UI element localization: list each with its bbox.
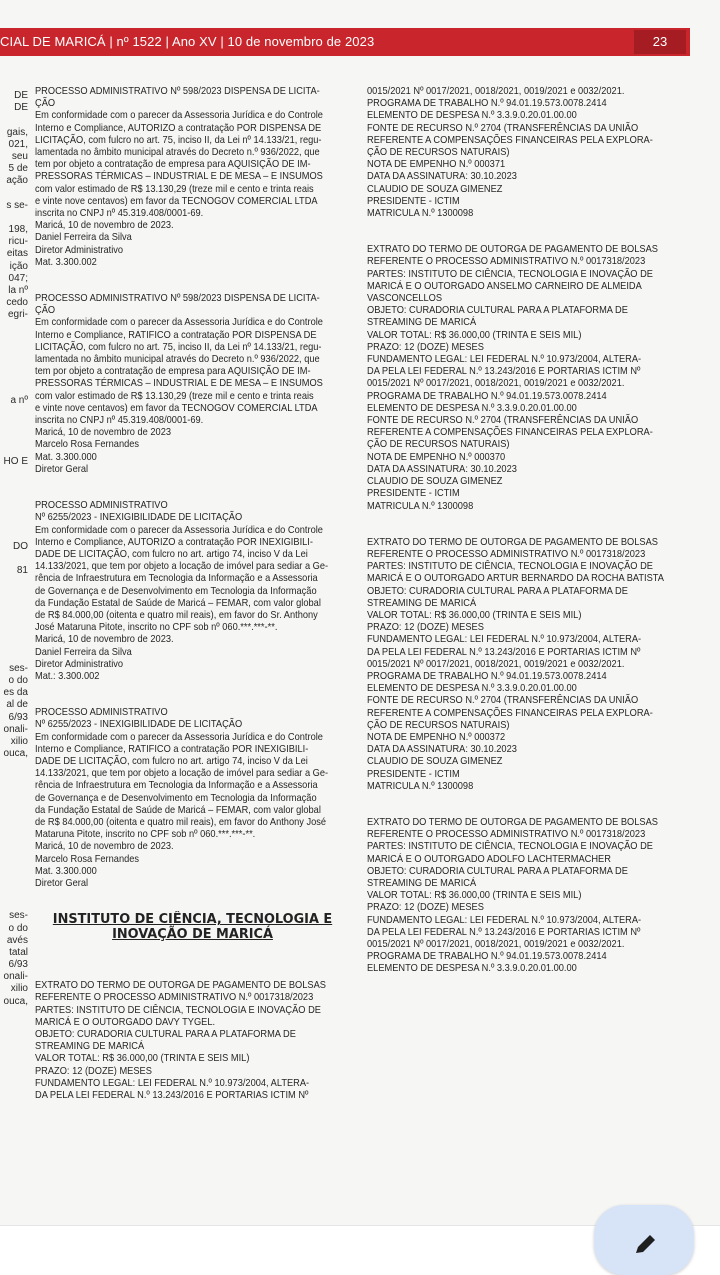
cut-fragment [0,602,28,614]
text-line: MARICÁ E O OUTORGADO ARTUR BERNARDO DA ROCHA BATISTA [367,573,664,585]
text-line: Em conformidade com o parecer da Assessoria Jurídica e do Controle [35,731,323,743]
text-line: DA PELA LEI FEDERAL N.º 13.243/2016 E PORTARIAS ICTIM Nº [367,926,641,938]
notice-block [35,86,350,269]
text-line: PROCESSO ADMINISTRATIVO Nº 598/2023 DISPENSA DE LICITA- [35,86,320,97]
text-line: CLAUDIO DE SOUZA GIMENEZ [367,183,503,195]
text-line: VALOR TOTAL: R$ 36.000,00 (TRINTA E SEIS MIL) [35,1053,250,1065]
text-line: Diretor Administrativo [35,658,124,670]
text-line: Interno e Compliance, AUTORIZO a contratação POR INEXIGIBILI- [35,536,313,548]
text-line: PRESIDENTE - ICTIM [367,768,460,780]
cut-fragment: avés [6,934,28,946]
text-line: Mat. 3.300.000 [35,451,97,463]
section-heading-line: INSTITUTO DE CIÊNCIA, TECNOLOGIA E [52,912,333,928]
text-line: OBJETO: CURADORIA CULTURAL PARA A PLATAFORMA DE [367,585,628,597]
text-line: REFERENTE A COMPENSAÇÕES FINANCEIRAS PELA EXPLORA- [367,427,653,439]
cut-fragment [0,492,28,504]
text-line: NOTA DE EMPENHO N.º 000372 [367,731,506,743]
cut-fragment [0,431,28,443]
cut-fragment [0,383,28,395]
text-line: e vinte nove centavos) em favor da TECNOGOV COMERCIAL LTDA [35,402,318,414]
cut-fragment: o do [8,675,28,686]
cut-fragment: seu [11,150,28,162]
text-line: DATA DA ASSINATURA: 30.10.2023 [367,463,517,475]
text-line: Interno e Compliance, RATIFICO a contratação POR INEXIGIBILI- [35,743,309,755]
cut-fragment: ição [9,260,28,272]
cut-fragment [0,322,28,334]
cut-fragment: ouca, [3,748,28,760]
text-line: ELEMENTO DE DESPESA N.º 3.3.9.0.20.01.00.00 [367,110,577,122]
text-line: Daniel Ferreira da Silva [35,232,132,244]
text-line: DA PELA LEI FEDERAL N.º 13.243/2016 E PORTARIAS ICTIM Nº [367,646,641,658]
text-line: de Governança e de Desenvolvimento em Tecnologia da Informação [35,585,317,597]
text-line: EXTRATO DO TERMO DE OUTORGA DE PAGAMENTO DE BOLSAS [35,980,326,992]
pencil-icon [632,1233,658,1255]
text-line: Nº 6255/2023 - INEXIGIBILIDADE DE LICITAÇÃO [35,719,243,731]
text-line: PROCESSO ADMINISTRATIVO Nº 598/2023 DISPENSA DE LICITA- [35,293,320,305]
text-line: PARTES: INSTITUTO DE CIÊNCIA, TECNOLOGIA E INOVAÇÃO DE [367,561,653,573]
cut-fragment [0,529,28,541]
text-line: FUNDAMENTO LEGAL: LEI FEDERAL N.º 10.973/2004, ALTERA- [367,914,642,926]
cut-fragment: tatal [9,946,28,958]
cut-fragment: ses- [9,662,28,674]
cut-fragment: HO E [3,455,28,467]
text-line: MARICÁ E O OUTORGADO ANSELMO CARNEIRO DE ALMEIDA [367,280,642,292]
cut-fragment [0,553,28,565]
text-line: STREAMING DE MARICÁ [35,1041,145,1053]
text-line: da Fundação Estatal de Saúde de Maricá – FEMAR, com valor global [35,597,321,609]
cut-fragment: ouca, [3,995,28,1007]
text-line: 0015/2021 Nº 0017/2021, 0018/2021, 0019/2021 e 0032/2021. [367,658,625,670]
text-line: PROGRAMA DE TRABALHO N.º 94.01.19.573.0078.2414 [367,670,607,682]
text-line: PROCESSO ADMINISTRATIVO [35,500,168,512]
text-line: OBJETO: CURADORIA CULTURAL PARA A PLATAFORMA DE [35,1029,296,1040]
text-line: ÇÃO [35,98,56,110]
text-line: 0015/2021 Nº 0017/2021, 0018/2021, 0019/2021 e 0032/2021. [367,86,625,97]
text-line: Maricá, 10 de novembro de 2023. [35,841,174,853]
text-line: LICITAÇÃO, com fulcro no art. 75, inciso II, da Lei nº 14.133/21, regu- [35,134,322,146]
cut-fragment [0,407,28,419]
text-line: CLAUDIO DE SOUZA GIMENEZ [367,476,503,488]
text-line: DATA DA ASSINATURA: 30.10.2023 [367,171,517,183]
cut-fragment [0,346,28,358]
text-line: Mat. 3.300.002 [35,256,97,268]
cut-fragment [0,504,28,516]
text-line: MARICÁ E O OUTORGADO ADOLFO LACHTERMACHER [367,853,611,865]
cut-fragment [0,590,28,602]
text-line: STREAMING DE MARICÁ [367,597,477,609]
cut-fragment [0,212,28,224]
cut-fragment [0,517,28,529]
text-line: MATRICULA N.º 1300098 [367,208,474,220]
text-line: lamentada no âmbito municipal através do Decreto n.º 936/2022, que [35,354,320,366]
text-line: VALOR TOTAL: R$ 36.000,00 (TRINTA E SEIS MIL) [367,609,582,621]
text-line: da Fundação Estatal de Saúde de Maricá – FEMAR, com valor global [35,804,321,816]
text-line: ELEMENTO DE DESPESA N.º 3.3.9.0.20.01.00.00 [367,402,577,414]
text-line: Nº 6255/2023 - INEXIGIBILIDADE DE LICITAÇÃO [35,512,243,524]
text-line: FUNDAMENTO LEGAL: LEI FEDERAL N.º 10.973/2004, ALTERA- [367,354,642,366]
text-line: PARTES: INSTITUTO DE CIÊNCIA, TECNOLOGIA E INOVAÇÃO DE [367,841,653,853]
text-line: FUNDAMENTO LEGAL: LEI FEDERAL N.º 10.973/2004, ALTERA- [367,634,642,646]
cut-fragment [0,626,28,638]
text-line: tem por objeto a contratação de empresa para AQUISIÇÃO DE IM- [35,159,311,171]
right-column [367,86,684,1000]
cut-fragment: s se- [6,199,28,211]
cut-fragment: 047; [8,272,28,284]
text-line: DA PELA LEI FEDERAL N.º 13.243/2016 E PORTARIAS ICTIM Nº [367,366,641,378]
notice-block [367,244,684,512]
text-line: PROGRAMA DE TRABALHO N.º 94.01.19.573.0078.2414 [367,98,607,110]
text-line: VALOR TOTAL: R$ 36.000,00 (TRINTA E SEIS MIL) [367,890,582,902]
text-line: REFERENTE O PROCESSO ADMINISTRATIVO N.º 0017318/2023 [367,829,646,841]
text-line: 0015/2021 Nº 0017/2021, 0018/2021, 0019/2021 e 0032/2021. [367,939,625,950]
cut-fragment: onali- [3,723,28,735]
cut-fragment: onali- [3,971,28,983]
cut-fragment: 6/93 [8,711,28,723]
text-line: Mat. 3.300.000 [35,865,97,877]
text-line: tem por objeto a contratação de empresa para AQUISIÇÃO DE IM- [35,366,311,378]
cut-fragment: es da [3,687,28,699]
text-line: Mataruna Pitote, inscrito no CPF sob nº 060.***.***-**. [35,829,256,841]
header-title: CIAL DE MARICÁ | nº 1522 | Ano XV | 10 de novembro de 2023 [0,34,375,49]
cut-fragment: egri- [7,309,28,321]
text-line: REFERENTE O PROCESSO ADMINISTRATIVO N.º 0017318/2023 [367,548,646,560]
text-line: 0015/2021 Nº 0017/2021, 0018/2021, 0019/2021 e 0032/2021. [367,378,625,390]
text-line: Em conformidade com o parecer da Assessoria Jurídica e do Controle [35,110,323,122]
text-line: OBJETO: CURADORIA CULTURAL PARA A PLATAFORMA DE [367,865,628,877]
text-line: PRAZO: 12 (DOZE) MESES [367,341,484,353]
text-line: PRESIDENTE - ICTIM [367,488,460,500]
cut-fragment: DE [14,90,28,101]
text-line: CLAUDIO DE SOUZA GIMENEZ [367,756,503,768]
page-header [0,28,690,56]
text-line: DADE DE LICITAÇÃO, com fulcro no art. artigo 74, inciso V da Lei [35,548,308,560]
text-line: Marcelo Rosa Fernandes [35,853,140,865]
text-line: ELEMENTO DE DESPESA N.º 3.3.9.0.20.01.00.00 [367,963,577,975]
cut-fragment: DE [14,102,28,114]
text-line: Diretor Administrativo [35,244,124,256]
text-line: lamentada no âmbito municipal através do Decreto n.º 936/2022, que [35,147,320,159]
text-line: VALOR TOTAL: R$ 36.000,00 (TRINTA E SEIS MIL) [367,329,582,341]
cut-fragment: 5 de [8,163,28,175]
cut-fragment [0,578,28,590]
text-line: PRESSORAS TÉRMICAS – INDUSTRIAL E DE MESA – E INSUMOS [35,171,323,183]
notice-block [35,293,350,476]
text-line: NOTA DE EMPENHO N.º 000371 [367,159,506,171]
cut-fragment: la nº [8,285,28,296]
text-line: FONTE DE RECURSO N.º 2704 (TRANSFERÊNCIAS DA UNIÃO [367,122,639,134]
text-line: PROGRAMA DE TRABALHO N.º 94.01.19.573.0078.2414 [367,951,607,963]
text-line: com valor estimado de R$ 13.130,29 (treze mil e cento e trinta reais [35,390,314,402]
cut-fragment: 6/93 [8,959,28,971]
text-line: inscrita no CNPJ nº 45.319.408/0001-69. [35,415,204,427]
text-line: PARTES: INSTITUTO DE CIÊNCIA, TECNOLOGIA E INOVAÇÃO DE [367,268,653,280]
text-line: STREAMING DE MARICÁ [367,317,477,329]
cut-fragment: ricu- [8,236,28,248]
text-line: REFERENTE A COMPENSAÇÕES FINANCEIRAS PELA EXPLORA- [367,707,653,719]
text-line: REFERENTE A COMPENSAÇÕES FINANCEIRAS PELA EXPLORA- [367,134,653,146]
text-line: Diretor Geral [35,463,89,475]
text-line: ELEMENTO DE DESPESA N.º 3.3.9.0.20.01.00.00 [367,683,577,695]
page-number: 23 [634,30,686,54]
cut-fragment: xilio [10,983,28,995]
text-line: 14.133/2021, que tem por objeto a locação de imóvel para sediar a Ge- [35,768,329,780]
text-line: Marcelo Rosa Fernandes [35,439,140,451]
notice-block [35,500,350,683]
cut-fragment [0,480,28,492]
text-line: VASCONCELLOS [367,293,443,305]
text-line: OBJETO: CURADORIA CULTURAL PARA A PLATAFORMA DE [367,305,628,317]
text-line: EXTRATO DO TERMO DE OUTORGA DE PAGAMENTO DE BOLSAS [367,816,658,828]
section-heading-line: INOVAÇÃO DE MARICÁ [112,927,273,943]
cut-fragment [0,114,28,126]
text-line: MATRICULA N.º 1300098 [367,780,474,792]
text-line: Em conformidade com o parecer da Assessoria Jurídica e do Controle [35,524,323,536]
text-line: de Governança e de Desenvolvimento em Tecnologia da Informação [35,792,317,804]
section-heading [19,912,366,942]
text-line: PRAZO: 12 (DOZE) MESES [367,902,484,914]
text-line: ÇÃO DE RECURSOS NATURAIS) [367,719,510,731]
text-line: STREAMING DE MARICÁ [367,877,477,889]
cut-fragment: 81 [16,565,28,577]
cut-fragment: xilio [10,735,28,747]
text-line: DADE DE LICITAÇÃO, com fulcro no art. artigo 74, inciso V da Lei [35,755,308,767]
cut-fragment: o do [8,922,28,934]
cut-fragment: a nº [10,394,28,406]
text-line: Daniel Ferreira da Silva [35,646,132,658]
cut-fragment: gais, [6,126,28,138]
text-line: 14.133/2021, que tem por objeto a locação de imóvel para sediar a Ge- [35,561,329,573]
text-line: PRESSORAS TÉRMICAS – INDUSTRIAL E DE MESA – E INSUMOS [35,378,323,390]
text-line: EXTRATO DO TERMO DE OUTORGA DE PAGAMENTO DE BOLSAS [367,536,658,548]
text-line: EXTRATO DO TERMO DE OUTORGA DE PAGAMENTO DE BOLSAS [367,244,658,256]
cut-fragment: DO [13,540,28,552]
middle-column [35,86,350,1116]
text-line: Maricá, 10 de novembro de 2023 [35,427,172,439]
cut-fragment [0,638,28,650]
cut-fragment: ação [6,175,28,187]
text-line: DATA DA ASSINATURA: 30.10.2023 [367,744,517,756]
text-line: ÇÃO DE RECURSOS NATURAIS) [367,147,510,159]
text-line: José Mataruna Pitote, inscrito no CPF sob nº 060.***.***-**. [35,622,278,634]
cut-fragment [0,468,28,480]
text-line: PROCESSO ADMINISTRATIVO [35,707,168,719]
text-line: PROGRAMA DE TRABALHO N.º 94.01.19.573.0078.2414 [367,390,607,402]
text-line: inscrita no CNPJ nº 45.319.408/0001-69. [35,208,204,220]
edit-button[interactable] [594,1205,694,1275]
cut-fragment [0,419,28,431]
cut-fragment [0,651,28,663]
cut-fragment [0,358,28,370]
cut-fragment: al de [6,699,28,711]
text-line: Em conformidade com o parecer da Assessoria Jurídica e do Controle [35,317,323,329]
notice-block [35,707,350,890]
text-line: ÇÃO [35,305,56,317]
text-line: Maricá, 10 de novembro de 2023. [35,220,174,232]
cut-fragment: eitas [6,248,28,260]
text-line: rência de Infraestrutura em Tecnologia da Informação e a Assessoria [35,573,318,585]
notice-block [35,980,350,1102]
text-line: FUNDAMENTO LEGAL: LEI FEDERAL N.º 10.973/2004, ALTERA- [35,1077,310,1089]
cut-fragment: 021, [8,138,28,150]
cut-fragment [0,614,28,626]
cut-fragment [0,188,28,200]
text-line: MARICÁ E O OUTORGADO DAVY TYGEL. [35,1016,216,1028]
text-line: PARTES: INSTITUTO DE CIÊNCIA, TECNOLOGIA E INOVAÇÃO DE [35,1004,321,1016]
text-line: Interno e Compliance, RATIFICO a contratação POR DISPENSA DE [35,329,317,341]
text-line: FONTE DE RECURSO N.º 2704 (TRANSFERÊNCIAS DA UNIÃO [367,415,639,427]
text-line: e vinte nove centavos) em favor da TECNOGOV COMERCIAL LTDA [35,195,318,207]
text-line: PRESIDENTE - ICTIM [367,195,460,207]
text-line: FONTE DE RECURSO N.º 2704 (TRANSFERÊNCIAS DA UNIÃO [367,695,639,707]
notice-block [367,817,684,976]
text-line: ÇÃO DE RECURSOS NATURAIS) [367,439,510,451]
text-line: MATRICULA N.º 1300098 [367,500,474,512]
text-line: PRAZO: 12 (DOZE) MESES [367,622,484,634]
left-column-fragments [0,90,28,1008]
text-line: PRAZO: 12 (DOZE) MESES [35,1065,152,1077]
cut-fragment: ses- [9,910,28,922]
text-line: Mat.: 3.300.002 [35,670,100,682]
text-line: DA PELA LEI FEDERAL N.º 13.243/2016 E PORTARIAS ICTIM Nº [35,1090,309,1102]
text-line: Diretor Geral [35,877,89,889]
text-line: REFERENTE O PROCESSO ADMINISTRATIVO N.º 0017318/2023 [35,992,314,1004]
text-line: REFERENTE O PROCESSO ADMINISTRATIVO N.º 0017318/2023 [367,256,646,268]
cut-fragment: 198, [8,224,28,236]
text-line: de R$ 84.000,00 (oitenta e quatro mil reais), em favor do Anthony José [35,816,327,828]
text-line: com valor estimado de R$ 13.130,29 (treze mil e cento e trinta reais [35,183,314,195]
cut-fragment: cedo [6,297,28,309]
text-line: Interno e Compliance, AUTORIZO a contratação POR DISPENSA DE [35,122,322,134]
cut-fragment [0,370,28,382]
cut-fragment [0,334,28,346]
text-line: NOTA DE EMPENHO N.º 000370 [367,451,506,463]
text-line: de R$ 84.000,00 (oitenta e quatro mil reais), em favor do Sr. Anthony [35,609,318,621]
text-line: rência de Infraestrutura em Tecnologia da Informação e a Assessoria [35,780,318,792]
notice-block [367,86,684,220]
text-line: LICITAÇÃO, com fulcro no art. 75, inciso II, da Lei nº 14.133/21, regu- [35,341,322,353]
cut-fragment [0,443,28,455]
text-line: Maricá, 10 de novembro de 2023. [35,634,174,646]
notice-block [367,537,684,793]
